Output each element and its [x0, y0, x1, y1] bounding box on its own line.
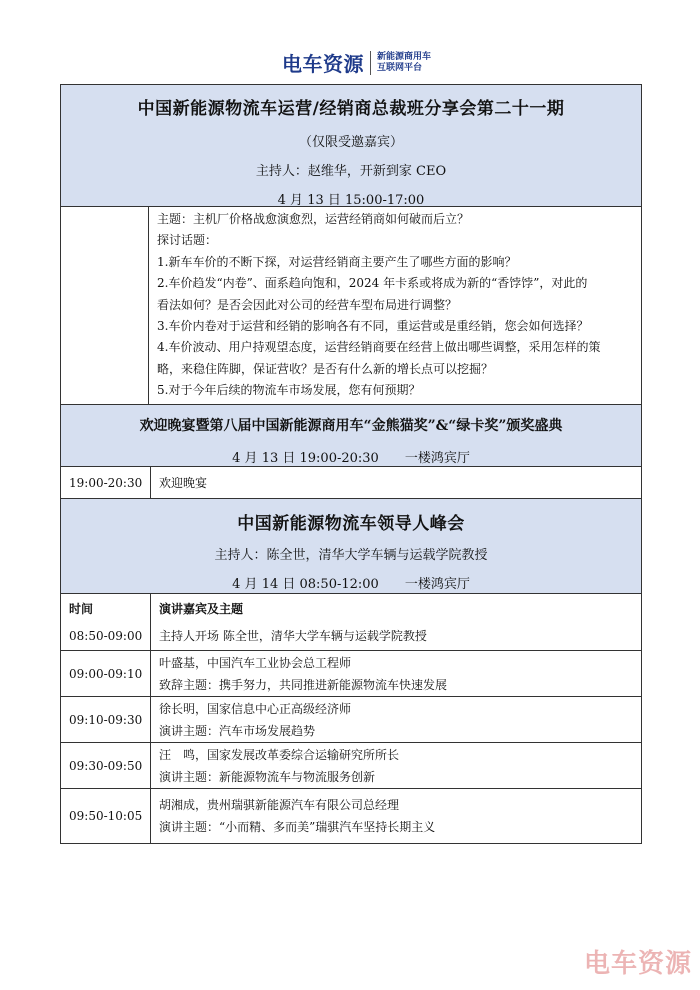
col-header-time: 时间: [61, 594, 151, 622]
session1-topics: [149, 207, 608, 404]
session2-banner: [61, 404, 641, 466]
tagline-line2: 互联网平台: [377, 62, 423, 73]
session1-time: 4 月 13 日 15:00-17:00: [277, 193, 425, 208]
agenda-row-time: 09:00-09:10: [61, 651, 151, 696]
agenda-row-topic: 演讲主题：新能源物流车与物流服务创新: [159, 769, 376, 784]
agenda-row: [61, 650, 641, 696]
agenda-row-speaker: 汪 鸣，国家发展改革委综合运输研究所所长: [159, 747, 400, 762]
agenda-row: [61, 696, 641, 742]
topic-line: 探讨话题：: [157, 233, 218, 248]
topic-line: 4.车价波动、用户持观望态度，运营经销商要在经营上做出哪些调整，采用怎样的策: [157, 340, 601, 355]
agenda-row-content: [151, 622, 641, 650]
brand-logo: [282, 48, 431, 77]
agenda-row-content: [151, 697, 641, 742]
topic-line: 1.新车车价的不断下探，对运营经销商主要产生了哪些方面的影响？: [157, 254, 517, 269]
tagline-line1: 新能源商用车: [377, 51, 432, 62]
session3-host: 主持人：陈全世，清华大学车辆与运载学院教授: [214, 548, 488, 563]
agenda-row: [61, 622, 641, 650]
session1-banner: [61, 85, 641, 206]
session1-topics-time-cell: [61, 207, 149, 404]
agenda-row-content: [151, 651, 641, 696]
agenda-row-time: 09:50-10:05: [61, 789, 151, 843]
topic-line: 主题：主机厂价格战愈演愈烈，运营经销商如何破而后立？: [157, 212, 470, 226]
agenda-row-time: 09:30-09:50: [61, 743, 151, 788]
session3-banner: [61, 498, 641, 593]
session2-title: 欢迎晚宴暨第八届中国新能源商用车“金熊猫奖”&“绿卡奖”颁奖盛典: [139, 418, 563, 434]
topic-line: 3.车价内卷对于运营和经销的影响各有不同，重运营或是重经销，您会如何选择？: [157, 319, 589, 334]
session3-title: 中国新能源物流车领导人峰会: [237, 514, 465, 534]
session1-title: 中国新能源物流车运营/经销商总裁班分享会第二十一期: [137, 99, 565, 119]
topic-line: 2.车价趋发“内卷”、面系趋向饱和，2024 年卡系或将成为新的“香饽饽”，对此的: [157, 276, 588, 291]
agenda-row: [61, 788, 641, 843]
logo-wordmark: 电车资源: [282, 52, 364, 76]
agenda-row-speaker: 主持人开场 陈全世，清华大学车辆与运载学院教授: [159, 629, 427, 643]
topic-line: 5.对于今年后续的物流车市场发展，您有何预期？: [157, 383, 421, 398]
agenda-row-speaker: 徐长明，国家信息中心正高级经济师: [159, 701, 352, 716]
session3-time-place: 4 月 14 日 08:50-12:00 一楼鸿宾厅: [232, 577, 470, 592]
agenda-row-time: 08:50-09:00: [61, 622, 151, 650]
agenda-row-time: 09:10-09:30: [61, 697, 151, 742]
agenda-row-speaker: 胡湘成，贵州瑞骐新能源汽车有限公司总经理: [159, 798, 400, 812]
session2-row-content: 欢迎晚宴: [159, 476, 208, 490]
logo-divider: [370, 51, 371, 75]
agenda-table: [60, 84, 642, 844]
agenda-row-topic: 致辞主题：携手努力，共同推进新能源物流车快速发展: [159, 677, 448, 692]
agenda-row-speaker: 叶盛基，中国汽车工业协会总工程师: [159, 655, 352, 670]
session2-row: [61, 466, 641, 498]
session3-rows: [61, 622, 641, 843]
topic-line: 看法如何？是否会因此对公司的经营车型布局进行调整？: [157, 297, 458, 312]
session2-row-time: 19:00-20:30: [61, 467, 151, 498]
session1-note: （仅限受邀嘉宾）: [298, 135, 403, 150]
agenda-row-content: [151, 743, 641, 788]
session1-host: 主持人：赵维华，开新到家 CEO: [255, 164, 447, 179]
session2-time-place: 4 月 13 日 19:00-20:30 一楼鸿宾厅: [232, 451, 470, 466]
session3-table-header: [61, 593, 641, 622]
agenda-row-topic: 演讲主题：“小而精、多而美”瑞骐汽车坚持长期主义: [159, 820, 436, 834]
logo-tagline: [377, 52, 431, 74]
topic-line: 略，来稳住阵脚，保证营收？是否有什么新的增长点可以挖掘？: [157, 361, 494, 376]
session1-topics-row: [61, 206, 641, 404]
agenda-row-content: [151, 789, 641, 843]
col-header-speaker: 演讲嘉宾及主题: [159, 601, 244, 616]
agenda-row-topic: 演讲主题：汽车市场发展趋势: [159, 723, 316, 738]
watermark: 电车资源: [583, 949, 692, 979]
agenda-row: [61, 742, 641, 788]
